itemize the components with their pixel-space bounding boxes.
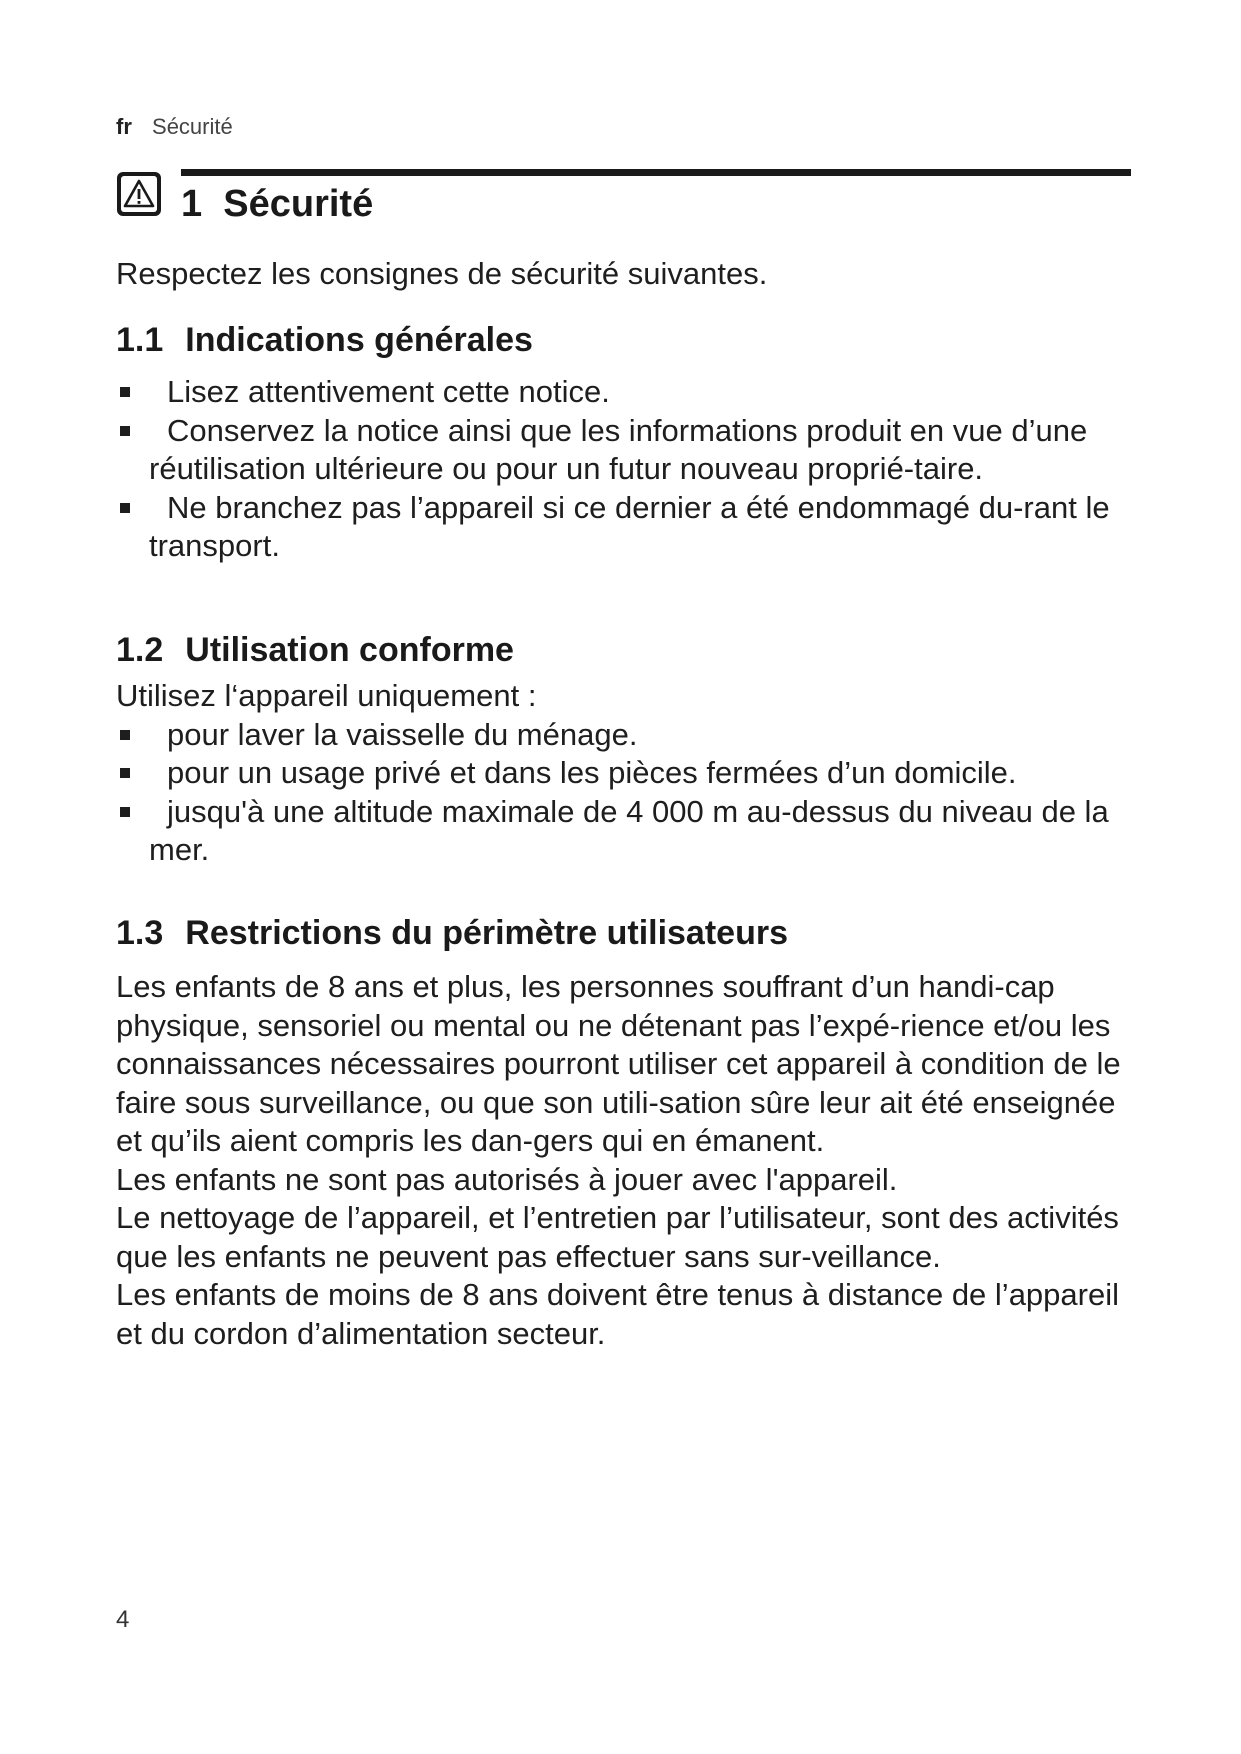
- chapter-intro: Respectez les consignes de sécurité suivantes.: [116, 256, 768, 291]
- bullet-square-icon: [120, 730, 130, 740]
- section-heading: [116, 912, 1146, 954]
- chapter-number: 1: [181, 183, 203, 225]
- list-item: jusqu'à une altitude maximale de 4 000 m au-dessus du niveau de la mer.: [116, 793, 1146, 870]
- section-body: [116, 968, 1146, 1353]
- paragraph: Les enfants de 8 ans et plus, les personnes souffrant d’un handi-cap physique, sensoriel ou mental ou ne détenant pas l’expé-rience et/ou les connaissances nécessaires pourront utiliser cet appareil à condition de le faire sous surveillance, ou que son utili-sation sûre leur ait été enseignée et qu’ils aient compris les dan-gers qui en émanent.: [116, 969, 1121, 1158]
- warning-triangle-icon: [116, 171, 162, 217]
- section-number: 1.3: [116, 914, 164, 952]
- list-item: pour laver la vaisselle du ménage.: [116, 716, 1146, 755]
- bullet-square-icon: [120, 807, 130, 817]
- chapter-title: [181, 181, 373, 227]
- paragraph: Les enfants de moins de 8 ans doivent être tenus à distance de l’appareil et du cordon d’alimentation secteur.: [116, 1277, 1119, 1351]
- running-header-section: Sécurité: [152, 114, 233, 139]
- bullet-square-icon: [120, 387, 130, 397]
- section-title: Utilisation conforme: [185, 631, 514, 669]
- bullet-square-icon: [120, 503, 130, 513]
- section-heading: [116, 319, 1146, 361]
- paragraph: Les enfants ne sont pas autorisés à jouer avec l'appareil.: [116, 1161, 898, 1197]
- bullet-list: [116, 373, 1146, 566]
- list-item: Lisez attentivement cette notice.: [116, 373, 1146, 412]
- section-intro: Utilisez l‘appareil uniquement :: [116, 678, 537, 713]
- section-heading: [116, 629, 1146, 671]
- language-code: fr: [116, 114, 132, 139]
- section-general-indications: [116, 319, 1146, 566]
- section-number: 1.2: [116, 631, 164, 669]
- page-number: 4: [116, 1606, 130, 1633]
- running-header: [116, 114, 233, 140]
- bullet-square-icon: [120, 768, 130, 778]
- bullet-list: [116, 716, 1146, 870]
- paragraph: Le nettoyage de l’appareil, et l’entretien par l’utilisateur, sont des activités que les enfants ne peuvent pas effectuer sans sur-veillance.: [116, 1200, 1119, 1274]
- bullet-square-icon: [120, 426, 130, 436]
- section-number: 1.1: [116, 321, 164, 359]
- list-item: Ne branchez pas l’appareil si ce dernier a été endommagé du-rant le transport.: [116, 489, 1146, 566]
- section-intended-use: [116, 629, 1146, 870]
- list-item: pour un usage privé et dans les pièces fermées d’un domicile.: [116, 754, 1146, 793]
- list-item: Conservez la notice ainsi que les informations produit en vue d’une réutilisation ultérieure ou pour un futur nouveau proprié-taire.: [116, 412, 1146, 489]
- section-title: Restrictions du périmètre utilisateurs: [185, 914, 788, 952]
- chapter-title-text: Sécurité: [223, 183, 374, 225]
- section-title: Indications générales: [185, 321, 533, 359]
- chapter-title-rule: [181, 169, 1131, 176]
- section-user-restrictions: [116, 912, 1146, 1353]
